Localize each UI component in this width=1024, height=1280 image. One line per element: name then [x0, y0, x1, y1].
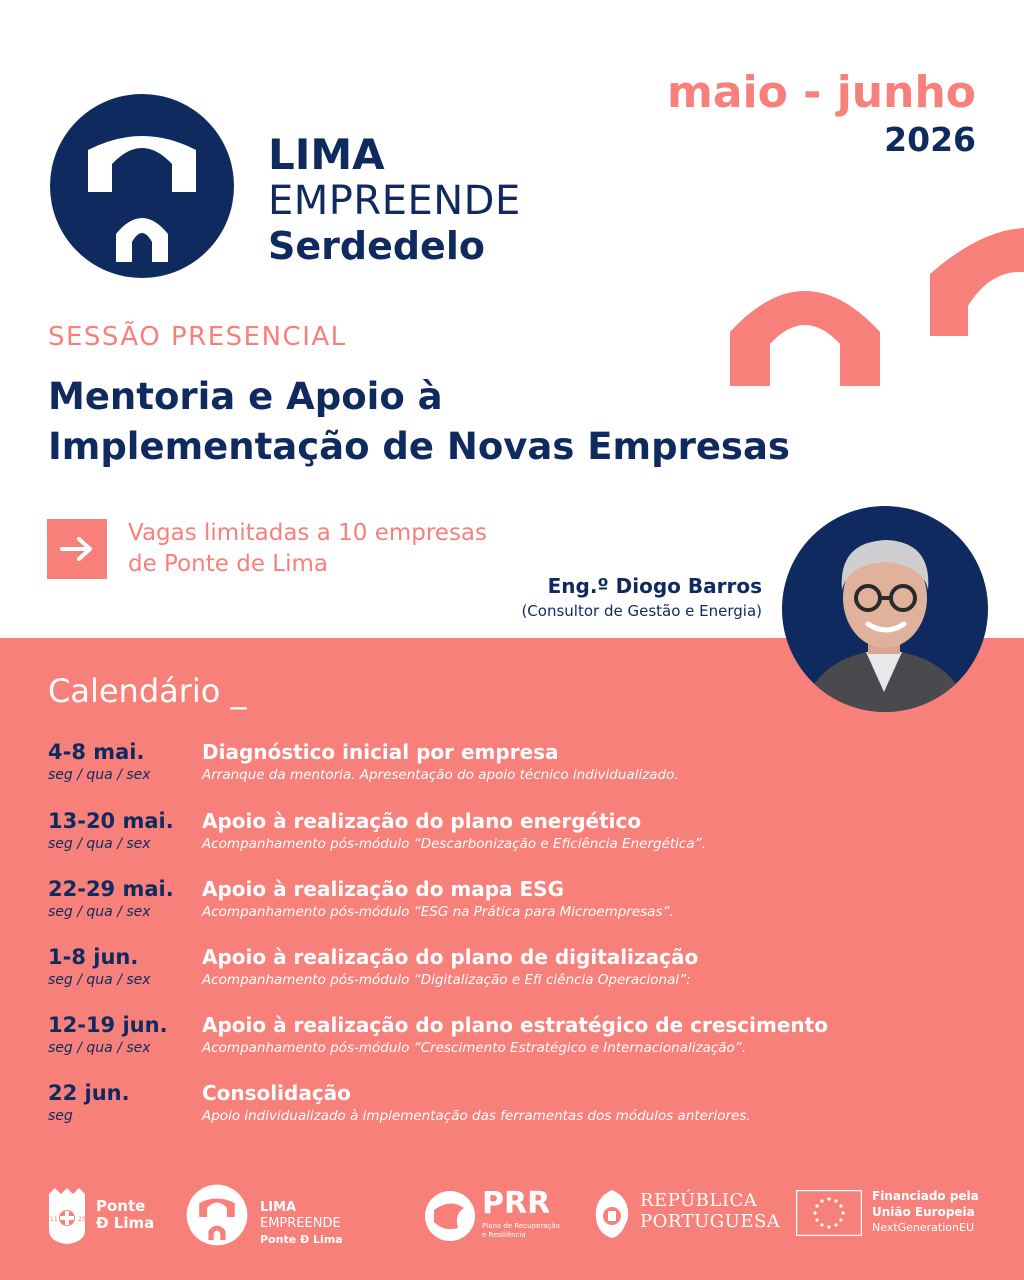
lima-empreende-logo-icon: [48, 92, 236, 280]
eu-flag-icon: [796, 1190, 862, 1236]
title-line1: Mentoria e Apoio à: [48, 375, 443, 418]
republica-portuguesa-emblem-icon: [592, 1188, 632, 1240]
prr-logo-icon: [424, 1190, 476, 1242]
footer-logos: [0, 1180, 1024, 1250]
session-type: SESSÃO PRESENCIAL: [48, 322, 347, 352]
lima-empreende-small-logo-icon: [186, 1184, 248, 1246]
calendar-days: seg / qua / sex: [48, 767, 151, 783]
vagas-note: [128, 518, 548, 580]
brand-line1: LIMA: [268, 130, 385, 179]
lima-small-line1: LIMA: [260, 1200, 297, 1215]
calendar-title: Apoio à realização do plano de digitalização: [202, 945, 699, 969]
calendar-date: 12-19 jun.: [48, 1013, 168, 1037]
shield-right-number: 25: [78, 1216, 86, 1223]
calendar-desc: Apoio individualizado à implementação das ferramentas dos módulos anteriores.: [202, 1108, 751, 1124]
person-portrait-icon: [782, 506, 988, 712]
prr-subtitle: [482, 1222, 560, 1240]
calendar-days: seg / qua / sex: [48, 836, 151, 852]
calendar-title: Diagnóstico inicial por empresa: [202, 740, 559, 764]
eu-funding-text: [872, 1188, 979, 1236]
page-title: [48, 372, 968, 472]
event-period: [667, 66, 976, 160]
prr-title: PRR: [482, 1186, 551, 1221]
mentor-info: [521, 572, 762, 622]
calendar-date: 22 jun.: [48, 1081, 130, 1105]
prr-sub-line2: e Resiliência: [482, 1231, 526, 1239]
calendar-desc: Acompanhamento pós-módulo “ESG na Prática para Microempresas”.: [202, 904, 674, 920]
lima-empreende-small-wordmark: [260, 1200, 343, 1248]
brand-wordmark: [268, 132, 521, 268]
rep-line1: REPÚBLICA: [640, 1190, 758, 1211]
shield-left-number: 11: [50, 1216, 58, 1223]
period-months: maio - junho: [666, 67, 976, 118]
calendar-title: Apoio à realização do plano energético: [202, 809, 642, 833]
ponte-line1: Ponte: [96, 1197, 146, 1215]
calendar-title: Apoio à realização do plano estratégico de crescimento: [202, 1013, 828, 1037]
republica-portuguesa-wordmark: [640, 1190, 780, 1232]
title-line2: Implementação de Novas Empresas: [48, 425, 790, 468]
calendar-desc: Acompanhamento pós-módulo “Crescimento Estratégico e Internacionalização”.: [202, 1040, 747, 1056]
calendar-date: 13-20 mai.: [48, 809, 174, 833]
calendar-days: seg / qua / sex: [48, 972, 151, 988]
eu-line1: Financiado pela: [872, 1189, 979, 1203]
eu-line2: União Europeia: [872, 1205, 975, 1219]
calendar-date: 22-29 mai.: [48, 877, 174, 901]
brand-line3: Serdedelo: [268, 224, 485, 268]
lima-small-line3: Ponte Ð Lima: [260, 1233, 343, 1246]
mentor-role: (Consultor de Gestão e Energia): [521, 602, 762, 620]
arrow-right-icon: [60, 536, 94, 562]
calendar-title: Consolidação: [202, 1081, 351, 1105]
vagas-line2: de Ponte de Lima: [128, 551, 329, 577]
calendar-days: seg / qua / sex: [48, 1040, 151, 1056]
arrow-box: [47, 519, 107, 579]
calendar-desc: Acompanhamento pós-módulo “Descarbonização e Eficiência Energética”.: [202, 836, 706, 852]
eu-line3: NextGenerationEU: [872, 1221, 974, 1234]
calendar-days: seg / qua / sex: [48, 904, 151, 920]
prr-sub-line1: Plano de Recuperação: [482, 1222, 560, 1230]
ponte-de-lima-wordmark: [96, 1198, 154, 1232]
decorative-arches-icon: [720, 220, 1024, 390]
calendar-desc: Acompanhamento pós-módulo “Digitalização e Efi ciência Operacional”:: [202, 972, 691, 988]
calendar-days: seg: [48, 1108, 73, 1124]
mentor-photo: [782, 506, 988, 712]
calendar-date: 4-8 mai.: [48, 740, 145, 764]
ponte-line2: Ð Lima: [96, 1214, 155, 1232]
rep-line2: PORTUGUESA: [640, 1211, 781, 1232]
calendar-desc: Arranque da mentoria. Apresentação do apoio técnico individualizado.: [202, 767, 679, 783]
calendar-title: Apoio à realização do mapa ESG: [202, 877, 564, 901]
calendar-date: 1-8 jun.: [48, 945, 139, 969]
calendar-heading: Calendário _: [48, 672, 247, 710]
lima-small-line2: EMPREENDE: [260, 1216, 341, 1231]
brand-line2: EMPREENDE: [268, 178, 521, 224]
vagas-line1: Vagas limitadas a 10 empresas: [128, 520, 488, 546]
period-year: 2026: [884, 120, 976, 159]
mentor-name: Eng.º Diogo Barros: [547, 574, 762, 598]
